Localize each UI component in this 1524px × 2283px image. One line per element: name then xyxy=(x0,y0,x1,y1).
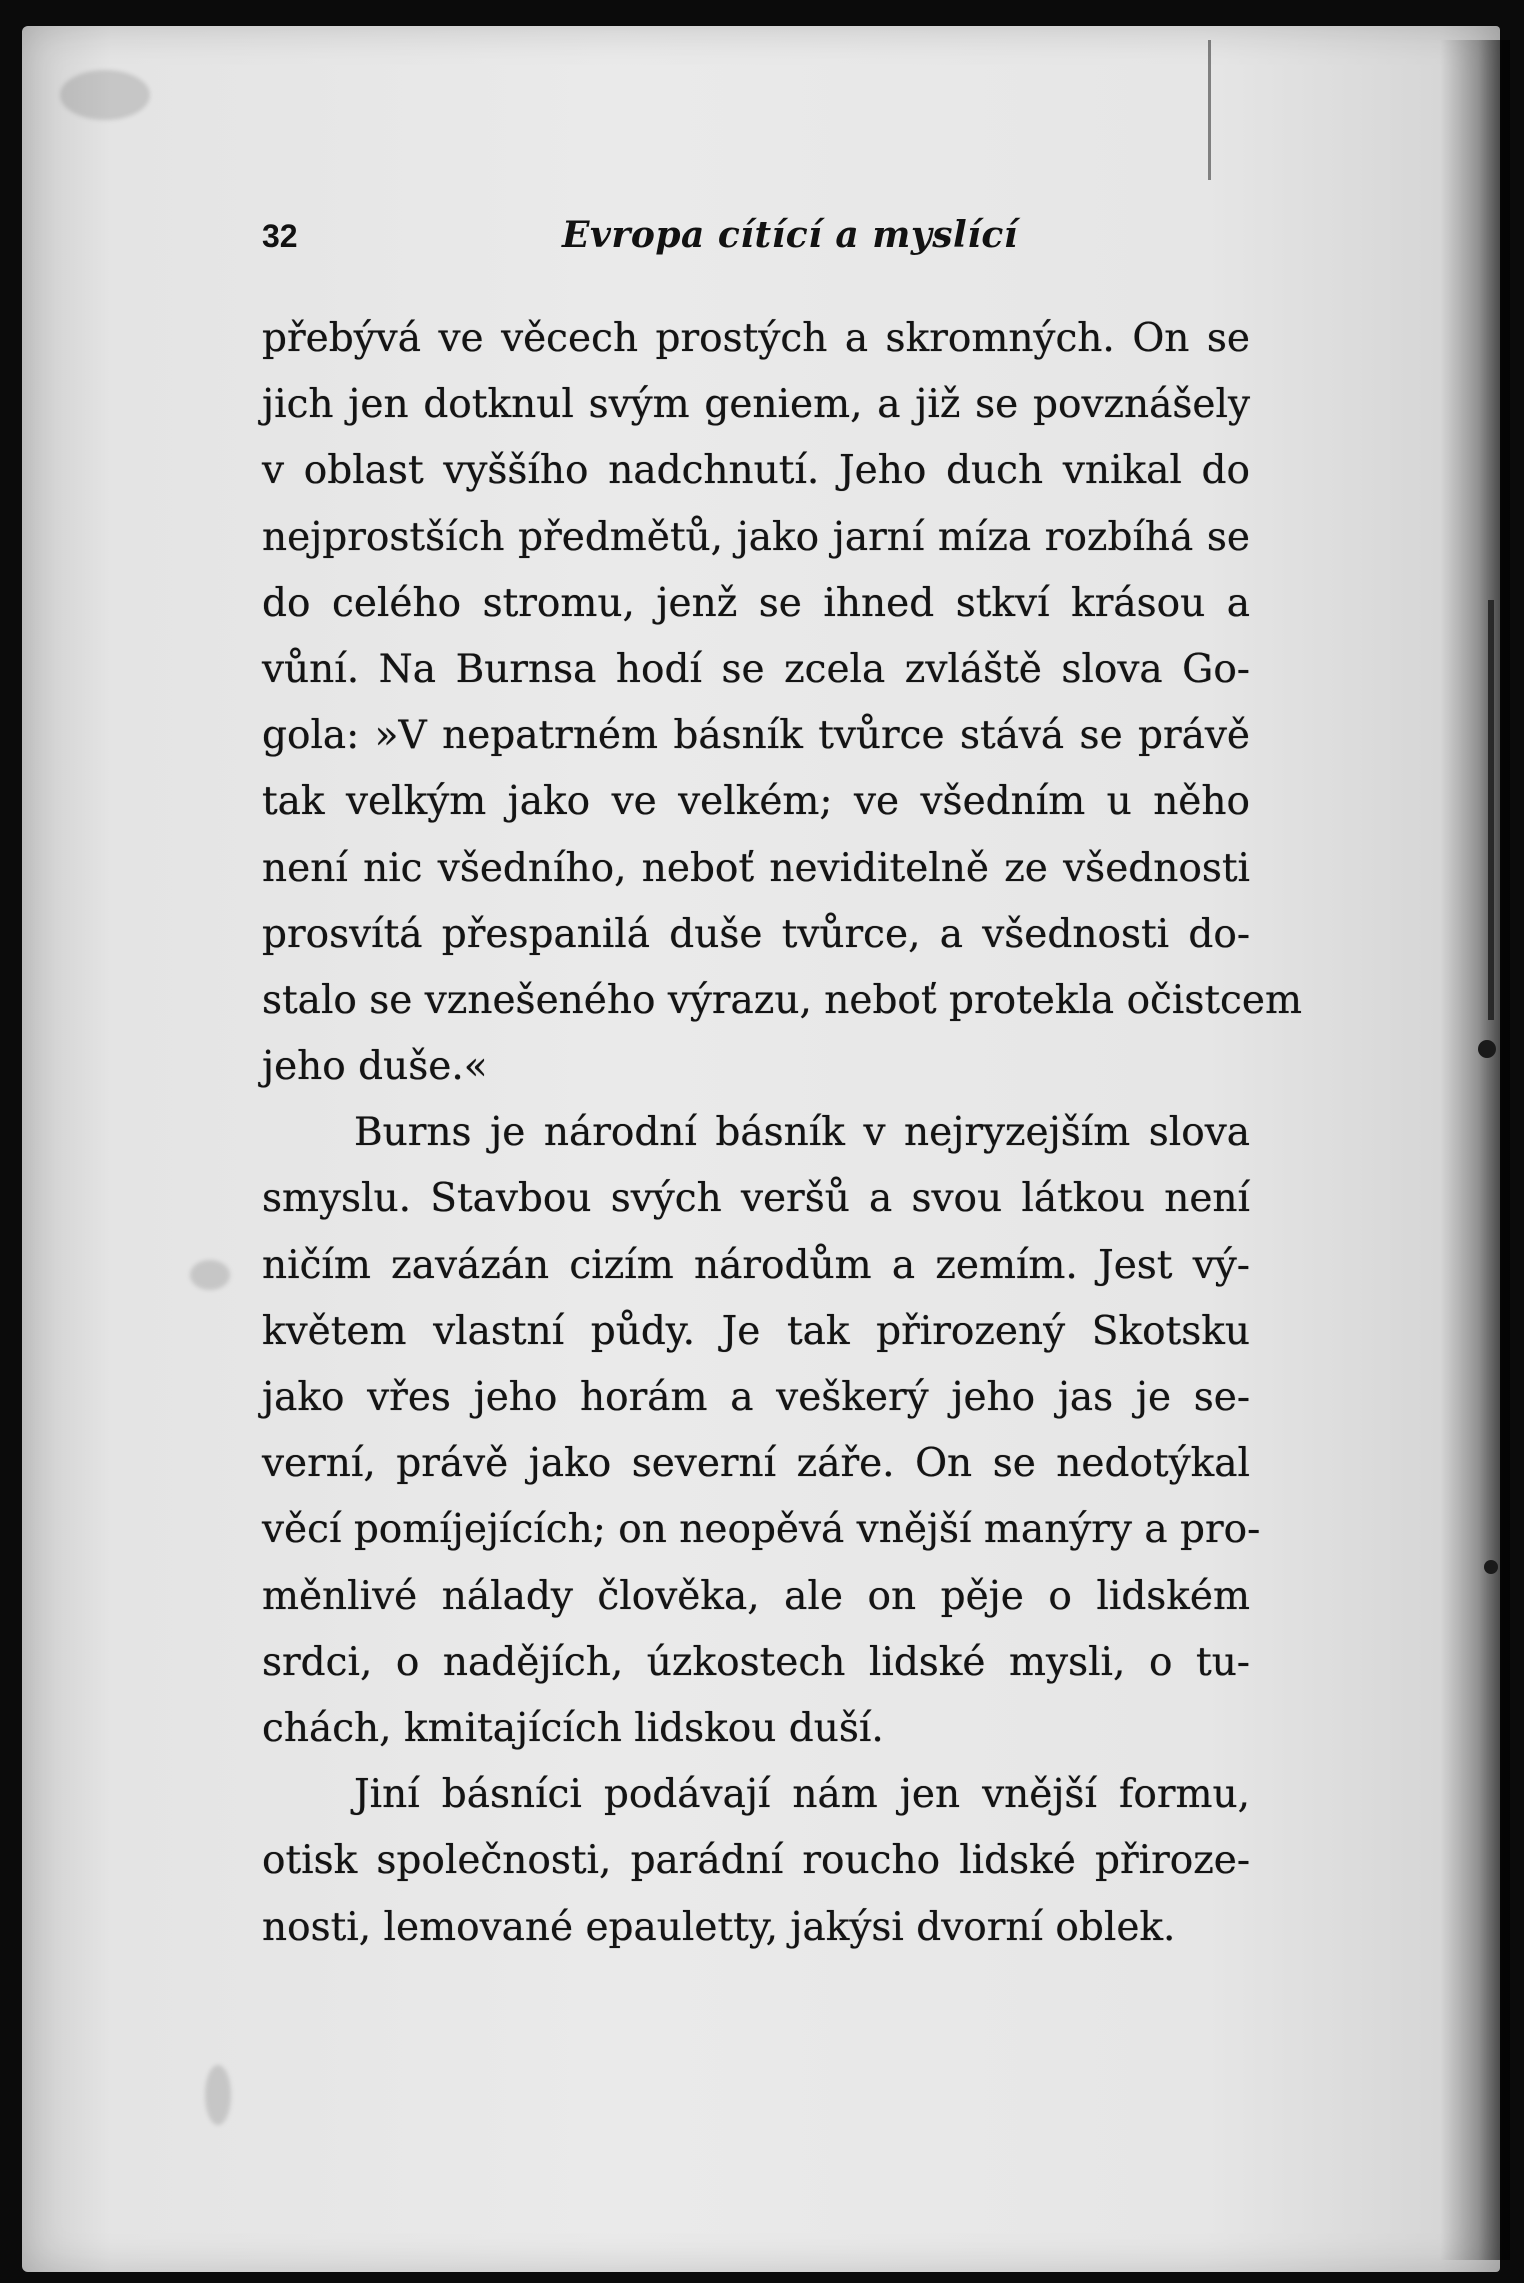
text-line: prosvítá přespanilá duše tvůrce, a všednosti do- xyxy=(262,911,1250,957)
binding-edge-mark xyxy=(1478,1040,1496,1058)
text-line: jako vřes jeho horám a veškerý jeho jas je se- xyxy=(262,1375,1250,1420)
binding-shadow xyxy=(1440,40,1510,2260)
text-line: není nic všedního, neboť neviditelně ze všednosti xyxy=(262,845,1250,891)
text-line: stalo se vznešeného výrazu, neboť protekla očistcem xyxy=(262,977,1302,1023)
page-number: 32 xyxy=(262,218,298,254)
text-line: gola: »V nepatrném básník tvůrce stává se právě xyxy=(262,713,1250,759)
paper-smudge xyxy=(190,1260,230,1290)
text-line: verní, právě jako severní záře. On se nedotýkal xyxy=(262,1441,1250,1487)
paper-smudge xyxy=(60,70,150,120)
text-line: nejprostších předmětů, jako jarní míza rozbíhá se xyxy=(262,514,1250,560)
text-line: ničím zavázán cizím národům a zemím. Jest vý- xyxy=(262,1242,1250,1288)
text-line: v oblast vyššího nadchnutí. Jeho duch vnikal do xyxy=(262,448,1250,494)
text-line: smyslu. Stavbou svých veršů a svou látkou není xyxy=(262,1176,1250,1222)
text-line: Burns je národní básník v nejryzejším slova xyxy=(354,1110,1250,1156)
binding-edge-mark xyxy=(1208,40,1211,180)
binding-edge-mark xyxy=(1484,1560,1498,1574)
text-line: otisk společnosti, parádní roucho lidské přiroze- xyxy=(262,1838,1250,1884)
binding-edge-mark xyxy=(1488,600,1494,1020)
text-line: vůní. Na Burnsa hodí se zcela zvláště slova Go- xyxy=(262,646,1250,692)
text-line: květem vlastní půdy. Je tak přirozený Skotsku xyxy=(262,1308,1250,1354)
text-line: měnlivé nálady člověka, ale on pěje o lidském xyxy=(262,1573,1250,1619)
text-line: Jiní básníci podávají nám jen vnější formu, xyxy=(354,1772,1250,1818)
body-text xyxy=(262,306,1302,1961)
page-header xyxy=(262,208,1250,262)
text-line: nosti, lemované epauletty, jakýsi dvorní oblek. xyxy=(262,1904,1176,1950)
text-line: věcí pomíjejících; on neopěvá vnější manýry a pro- xyxy=(262,1507,1261,1553)
text-line: chách, kmitajících lidskou duší. xyxy=(262,1705,884,1751)
text-line: tak velkým jako ve velkém; ve všedním u něho xyxy=(262,779,1250,825)
text-line: jich jen dotknul svým geniem, a již se povznášely xyxy=(262,382,1250,428)
text-line: přebývá ve věcech prostých a skromných. On se xyxy=(262,316,1250,361)
text-line: do celého stromu, jenž se ihned stkví krásou a xyxy=(262,580,1250,626)
text-line: srdci, o nadějích, úzkostech lidské mysli, o tu- xyxy=(262,1639,1250,1685)
running-title: Evropa cítící a myslící xyxy=(562,214,1018,256)
text-line: jeho duše.« xyxy=(262,1044,488,1090)
paper-smudge xyxy=(205,2065,231,2125)
